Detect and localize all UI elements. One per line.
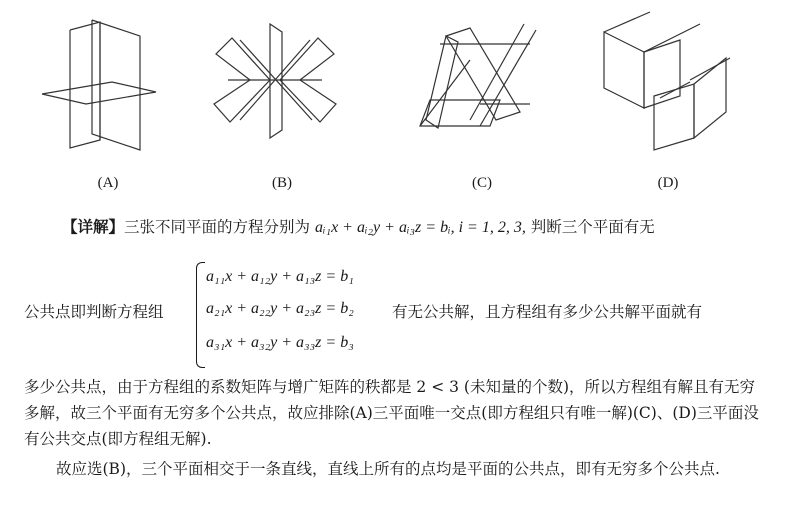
system-brace [196, 262, 205, 368]
figure-d-caption: (D) [657, 175, 679, 191]
system-equation-1: a₁₁x + a₁₂y + a₁₃z = b₁ [206, 268, 354, 285]
figure-c-drawing [420, 24, 536, 128]
figure-b-caption: (B) [272, 175, 292, 191]
plane-figures [0, 0, 789, 200]
system-equation-3: a₃₁x + a₃₂y + a₃₃z = b₃ [206, 334, 354, 351]
explanation-paragraph-1: 多少公共点，由于方程组的系数矩阵与增广矩阵的秩都是 2 < 3 (未知量的个数)，所以方程组有解且有无穷多解，故三个平面有无穷多个公共点，故应排除(A)三平面唯一交点(即方程组只有唯一解)(C)、(D)三平面没有公共交点(即方程组无解). [24, 378, 759, 448]
figure-d-drawing [604, 12, 730, 150]
detail-label: 【详解】 [62, 217, 125, 236]
figure-c-caption: (C) [472, 175, 492, 191]
figure-a-caption: (A) [97, 175, 119, 191]
figure-b-drawing [214, 24, 336, 138]
detail-intro-text: 三张不同平面的方程分别为 [124, 218, 311, 236]
detail-intro-tail: 判断三个平面有无 [530, 218, 655, 236]
system-lead: 公共点即判断方程组 [24, 303, 164, 321]
explanation-paragraph-2: 故应选(B)，三个平面相交于一条直线，直线上所有的点均是平面的公共点，即有无穷多个公共点. [56, 460, 720, 478]
detail-line-1 [62, 215, 655, 237]
plane-equation: aᵢ₁x + aᵢ₂y + aᵢ₃z = bᵢ, i = 1, 2, 3, [314, 219, 526, 236]
system-equation-2: a₂₁x + a₂₂y + a₂₃z = b₂ [206, 300, 354, 317]
system-tail: 有无公共解，且方程组有多少公共解平面就有 [392, 303, 703, 321]
figure-a-drawing [42, 20, 156, 150]
